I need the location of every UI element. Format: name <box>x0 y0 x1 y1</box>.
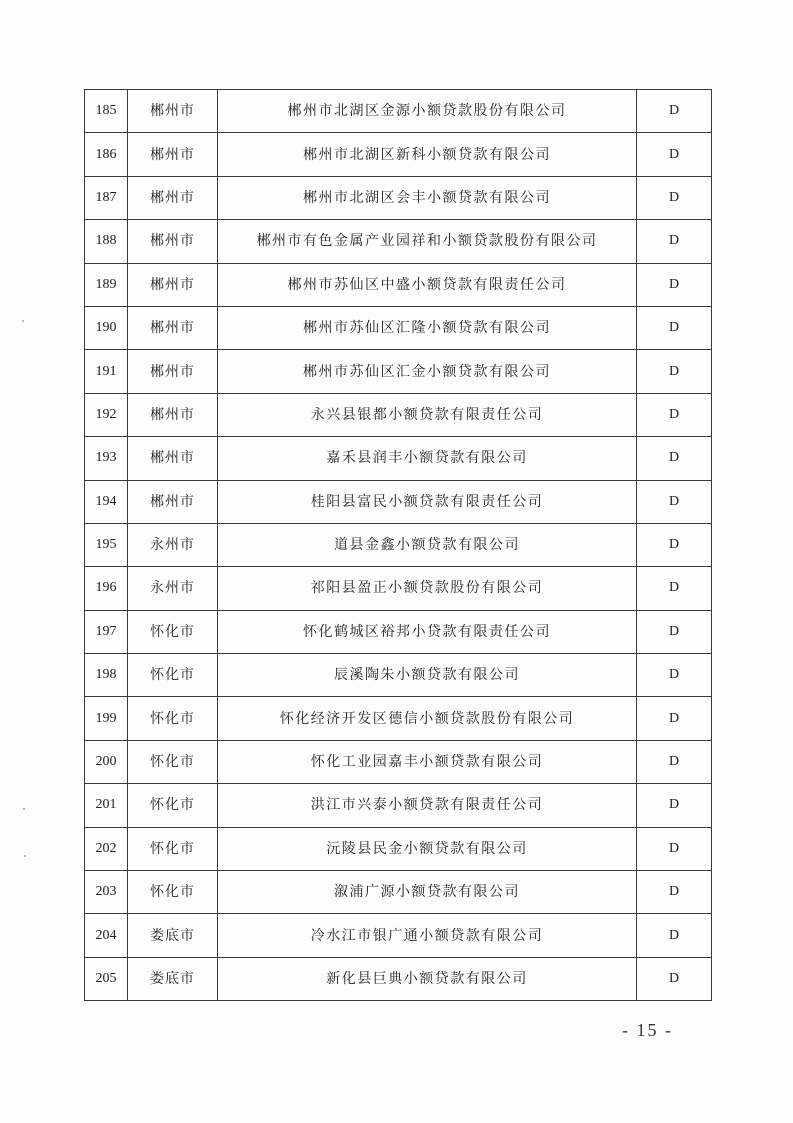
scan-speck <box>23 808 25 810</box>
row-grade-cell: D <box>637 437 712 480</box>
row-grade-cell: D <box>637 610 712 653</box>
row-grade-cell: D <box>637 957 712 1000</box>
row-city-cell: 怀化市 <box>128 827 218 870</box>
row-company-cell: 道县金鑫小额贷款有限公司 <box>218 523 637 566</box>
company-rating-table <box>84 89 712 1001</box>
row-grade-cell: D <box>637 914 712 957</box>
row-grade-cell: D <box>637 567 712 610</box>
row-grade-cell: D <box>637 784 712 827</box>
row-city-cell: 郴州市 <box>128 133 218 176</box>
row-index-cell: 199 <box>85 697 128 740</box>
row-company-cell: 永兴县银都小额贷款有限责任公司 <box>218 393 637 436</box>
row-city-cell: 怀化市 <box>128 610 218 653</box>
row-company-cell: 辰溪陶朱小额贷款有限公司 <box>218 654 637 697</box>
table-row <box>85 697 712 740</box>
row-company-cell: 怀化鹤城区裕邦小贷款有限责任公司 <box>218 610 637 653</box>
row-index-cell: 194 <box>85 480 128 523</box>
row-grade-cell: D <box>637 654 712 697</box>
row-company-cell: 嘉禾县润丰小额贷款有限公司 <box>218 437 637 480</box>
row-grade-cell: D <box>637 523 712 566</box>
row-city-cell: 怀化市 <box>128 654 218 697</box>
row-city-cell: 怀化市 <box>128 697 218 740</box>
row-index-cell: 203 <box>85 871 128 914</box>
row-index-cell: 195 <box>85 523 128 566</box>
row-grade-cell: D <box>637 480 712 523</box>
table-row <box>85 784 712 827</box>
row-company-cell: 郴州市有色金属产业园祥和小额贷款股份有限公司 <box>218 220 637 263</box>
table-row <box>85 133 712 176</box>
row-grade-cell: D <box>637 827 712 870</box>
row-city-cell: 怀化市 <box>128 784 218 827</box>
row-city-cell: 郴州市 <box>128 263 218 306</box>
table-row <box>85 480 712 523</box>
page-number: - 15 - <box>622 1020 673 1040</box>
row-index-cell: 204 <box>85 914 128 957</box>
table-row <box>85 740 712 783</box>
row-index-cell: 193 <box>85 437 128 480</box>
row-grade-cell: D <box>637 350 712 393</box>
row-city-cell: 郴州市 <box>128 90 218 133</box>
row-city-cell: 娄底市 <box>128 914 218 957</box>
row-city-cell: 郴州市 <box>128 350 218 393</box>
row-company-cell: 郴州市苏仙区汇金小额贷款有限公司 <box>218 350 637 393</box>
table-row <box>85 827 712 870</box>
row-grade-cell: D <box>637 133 712 176</box>
row-company-cell: 冷水江市银广通小额贷款有限公司 <box>218 914 637 957</box>
row-grade-cell: D <box>637 176 712 219</box>
row-index-cell: 205 <box>85 957 128 1000</box>
row-company-cell: 郴州市苏仙区汇隆小额贷款有限公司 <box>218 306 637 349</box>
table-body <box>85 90 712 1001</box>
row-city-cell: 郴州市 <box>128 306 218 349</box>
row-company-cell: 怀化经济开发区德信小额贷款股份有限公司 <box>218 697 637 740</box>
row-grade-cell: D <box>637 90 712 133</box>
row-city-cell: 郴州市 <box>128 220 218 263</box>
row-grade-cell: D <box>637 220 712 263</box>
row-city-cell: 郴州市 <box>128 393 218 436</box>
table-row <box>85 220 712 263</box>
row-index-cell: 202 <box>85 827 128 870</box>
row-city-cell: 郴州市 <box>128 437 218 480</box>
row-city-cell: 娄底市 <box>128 957 218 1000</box>
row-index-cell: 191 <box>85 350 128 393</box>
row-city-cell: 怀化市 <box>128 871 218 914</box>
row-index-cell: 197 <box>85 610 128 653</box>
row-index-cell: 190 <box>85 306 128 349</box>
row-company-cell: 桂阳县富民小额贷款有限责任公司 <box>218 480 637 523</box>
table-row <box>85 263 712 306</box>
row-city-cell: 郴州市 <box>128 176 218 219</box>
row-grade-cell: D <box>637 697 712 740</box>
row-company-cell: 祁阳县盈正小额贷款股份有限公司 <box>218 567 637 610</box>
table-row <box>85 350 712 393</box>
row-grade-cell: D <box>637 263 712 306</box>
row-city-cell: 郴州市 <box>128 480 218 523</box>
row-city-cell: 怀化市 <box>128 740 218 783</box>
scan-speck <box>22 320 24 322</box>
table-row <box>85 523 712 566</box>
row-company-cell: 郴州市苏仙区中盛小额贷款有限责任公司 <box>218 263 637 306</box>
table-row <box>85 957 712 1000</box>
row-index-cell: 201 <box>85 784 128 827</box>
row-grade-cell: D <box>637 740 712 783</box>
row-city-cell: 永州市 <box>128 523 218 566</box>
row-index-cell: 192 <box>85 393 128 436</box>
table-row <box>85 393 712 436</box>
row-index-cell: 186 <box>85 133 128 176</box>
row-grade-cell: D <box>637 871 712 914</box>
row-index-cell: 200 <box>85 740 128 783</box>
table-row <box>85 437 712 480</box>
row-index-cell: 188 <box>85 220 128 263</box>
row-company-cell: 郴州市北湖区会丰小额贷款有限公司 <box>218 176 637 219</box>
row-index-cell: 196 <box>85 567 128 610</box>
scan-speck <box>24 855 26 857</box>
table-row <box>85 90 712 133</box>
row-index-cell: 189 <box>85 263 128 306</box>
row-company-cell: 新化县巨典小额贷款有限公司 <box>218 957 637 1000</box>
row-company-cell: 洪江市兴泰小额贷款有限责任公司 <box>218 784 637 827</box>
row-company-cell: 郴州市北湖区新科小额贷款有限公司 <box>218 133 637 176</box>
row-index-cell: 187 <box>85 176 128 219</box>
row-company-cell: 溆浦广源小额贷款有限公司 <box>218 871 637 914</box>
table-row <box>85 914 712 957</box>
table-row <box>85 871 712 914</box>
row-company-cell: 郴州市北湖区金源小额贷款股份有限公司 <box>218 90 637 133</box>
row-index-cell: 198 <box>85 654 128 697</box>
row-grade-cell: D <box>637 393 712 436</box>
table-row <box>85 567 712 610</box>
row-company-cell: 怀化工业园嘉丰小额贷款有限公司 <box>218 740 637 783</box>
table-row <box>85 610 712 653</box>
table-row <box>85 176 712 219</box>
table-row <box>85 654 712 697</box>
row-index-cell: 185 <box>85 90 128 133</box>
table-row <box>85 306 712 349</box>
row-company-cell: 沅陵县民金小额贷款有限公司 <box>218 827 637 870</box>
row-grade-cell: D <box>637 306 712 349</box>
row-city-cell: 永州市 <box>128 567 218 610</box>
